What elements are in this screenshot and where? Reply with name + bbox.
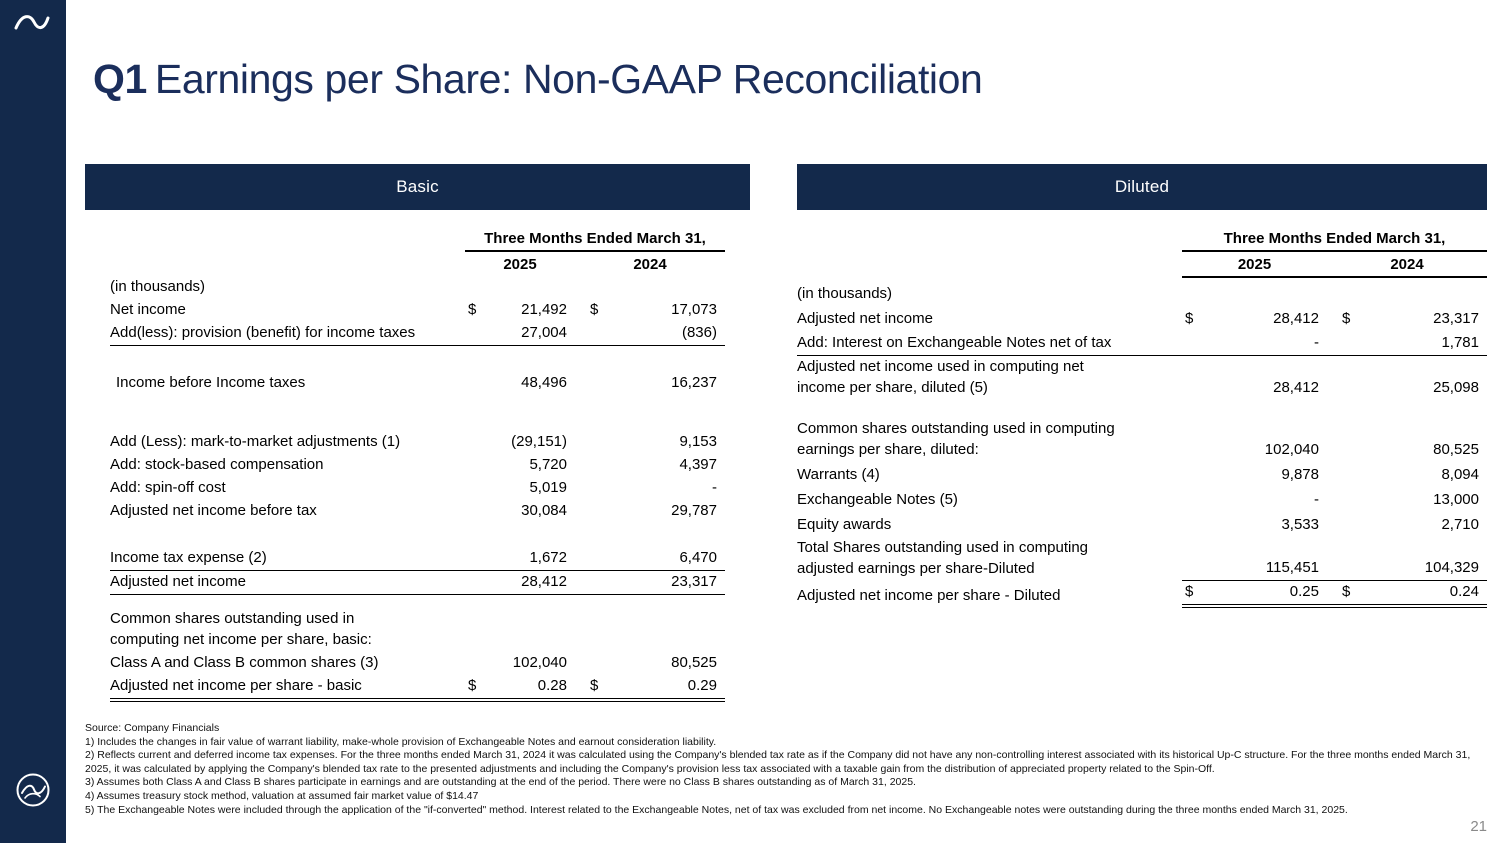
currency-symbol bbox=[1327, 304, 1357, 306]
table-row bbox=[110, 276, 725, 299]
currency-symbol bbox=[1327, 578, 1357, 580]
wave-circle-logo-icon bbox=[15, 772, 51, 808]
value-2024: - bbox=[712, 479, 717, 496]
row-gap bbox=[110, 523, 725, 547]
value-2025: 21,492 bbox=[521, 301, 567, 318]
value-2024: 25,098 bbox=[1433, 379, 1479, 396]
value-2025: 28,412 bbox=[1273, 310, 1319, 327]
value-2025: 1,672 bbox=[529, 549, 567, 566]
table-row bbox=[797, 487, 1487, 512]
year-2024-header: 2024 bbox=[1390, 256, 1424, 273]
value-2025: 102,040 bbox=[1264, 441, 1319, 458]
row-values bbox=[1182, 581, 1487, 608]
value-2025: 27,004 bbox=[521, 324, 567, 341]
row-label: Income tax expense (2) bbox=[110, 549, 267, 566]
period-header: Three Months Ended March 31, bbox=[465, 230, 725, 252]
brand-mark-icon bbox=[13, 9, 51, 35]
currency-symbol bbox=[1182, 485, 1207, 487]
diluted-table bbox=[797, 230, 1487, 608]
currency-symbol: $ bbox=[590, 301, 599, 318]
row-values bbox=[465, 431, 725, 454]
table-row bbox=[797, 331, 1487, 356]
value-2024: 0.24 bbox=[1449, 583, 1479, 600]
table-row bbox=[797, 418, 1487, 462]
row-label: Adjusted net income before tax bbox=[110, 502, 317, 519]
currency-symbol bbox=[1327, 460, 1357, 462]
diluted-table-rows bbox=[797, 278, 1487, 608]
currency-symbol: $ bbox=[1185, 310, 1194, 327]
value-2024: 9,153 bbox=[679, 433, 717, 450]
value-2025: - bbox=[1314, 491, 1319, 508]
currency-symbol bbox=[575, 343, 605, 345]
year-headers bbox=[465, 252, 725, 273]
row-gap bbox=[110, 395, 725, 431]
year-header-row bbox=[110, 252, 725, 273]
value-2024: (836) bbox=[681, 324, 717, 341]
row-label: Adjusted net income per share - Diluted bbox=[797, 587, 1061, 604]
row-label: Equity awards bbox=[797, 516, 892, 533]
year-2024-header: 2024 bbox=[633, 256, 667, 273]
footnote-5: 5) The Exchangeable Notes were included through the application of the "if-converted" method. Interest related to the Exchangeable Notes, net of tax was excluded from net income. No Exchangeable notes were outstanding during the three months ended March 31, 2025. bbox=[85, 803, 1348, 816]
value-2025: 0.28 bbox=[537, 677, 567, 694]
table-row bbox=[110, 547, 725, 571]
currency-symbol bbox=[1182, 304, 1207, 306]
value-2025: 5,019 bbox=[529, 479, 567, 496]
currency-symbol bbox=[1327, 398, 1357, 400]
value-2024: 4,397 bbox=[679, 456, 717, 473]
year-headers bbox=[1182, 252, 1487, 278]
currency-symbol bbox=[1327, 485, 1357, 487]
row-label: Add (Less): mark-to-market adjustments (1) bbox=[110, 433, 401, 450]
row-values bbox=[1182, 377, 1487, 400]
value-2025: 0.25 bbox=[1289, 583, 1319, 600]
currency-symbol bbox=[575, 568, 605, 570]
value-2024: 23,317 bbox=[1433, 310, 1479, 327]
row-values bbox=[1182, 557, 1487, 581]
row-values bbox=[465, 322, 725, 345]
currency-symbol bbox=[465, 521, 490, 523]
value-2024: 6,470 bbox=[679, 549, 717, 566]
row-values bbox=[465, 477, 725, 500]
row-label: Add: stock-based compensation bbox=[110, 456, 324, 473]
title-prefix: Q1 bbox=[93, 56, 147, 102]
currency-symbol: $ bbox=[1342, 310, 1351, 327]
row-values bbox=[1182, 332, 1487, 355]
table-row bbox=[110, 652, 725, 675]
currency-symbol: $ bbox=[1342, 583, 1351, 600]
currency-symbol bbox=[1327, 535, 1357, 537]
title-text: Earnings per Share: Non-GAAP Reconciliation bbox=[154, 56, 983, 102]
page-title bbox=[93, 56, 982, 103]
row-label: Adjusted net income bbox=[110, 573, 246, 590]
table-row bbox=[797, 356, 1487, 400]
basic-section-header bbox=[85, 164, 750, 210]
row-values bbox=[465, 571, 725, 594]
value-2024: 8,094 bbox=[1441, 466, 1479, 483]
table-row bbox=[797, 462, 1487, 487]
value-2024: 0.29 bbox=[687, 677, 717, 694]
currency-symbol bbox=[575, 393, 605, 395]
currency-symbol bbox=[575, 592, 605, 594]
row-values bbox=[465, 372, 725, 395]
table-row bbox=[110, 571, 725, 595]
value-2025: 115,451 bbox=[1265, 559, 1319, 576]
row-label: Common shares outstanding used in computing net income per share, basic: bbox=[110, 610, 372, 648]
value-2025: 48,496 bbox=[521, 374, 567, 391]
basic-section-label: Basic bbox=[396, 177, 439, 196]
basic-table-rows bbox=[110, 273, 725, 702]
value-2024: 1,781 bbox=[1441, 334, 1479, 351]
row-label: (in thousands) bbox=[797, 285, 893, 302]
year-2025-header: 2025 bbox=[503, 256, 537, 273]
currency-symbol bbox=[465, 568, 490, 570]
row-values bbox=[1182, 514, 1487, 537]
row-label: Add: Interest on Exchangeable Notes net of tax bbox=[797, 334, 1112, 351]
row-values bbox=[465, 675, 725, 698]
row-values bbox=[1182, 308, 1487, 331]
year-header-row bbox=[797, 252, 1487, 278]
row-values bbox=[1182, 464, 1487, 487]
value-2025: 5,720 bbox=[529, 456, 567, 473]
footnote-3: 3) Assumes both Class A and Class B shares participate in earnings and are outstanding at the end of the period. There were no Class B shares outstanding as of March 31, 2025. bbox=[85, 776, 916, 789]
table-row bbox=[110, 454, 725, 477]
table-row bbox=[110, 322, 725, 346]
currency-symbol: $ bbox=[1185, 583, 1194, 600]
footnote-source: Source: Company Financials bbox=[85, 722, 220, 734]
value-2025: 28,412 bbox=[521, 573, 567, 590]
table-row bbox=[797, 281, 1487, 306]
row-gap bbox=[797, 400, 1487, 418]
row-values bbox=[465, 547, 725, 570]
footnote-2: 2) Reflects current and deferred income tax expenses. For the three months ended March 31, 2024 it was calculated using the Company's blended tax rate as if the Company did not have any non-controlling interest associated with its historical Up-C structure. For the three months ended March 31, 2025, it was calculated by applying the Company's blended tax rate to the presented adjustments and including the Company's provision less tax associated with a taxable gain from the distribution of appreciated property related to the Spin-Off. bbox=[85, 749, 1471, 775]
value-2025: 28,412 bbox=[1273, 379, 1319, 396]
row-label: Total Shares outstanding used in computing adjusted earnings per share-Diluted bbox=[797, 539, 1089, 577]
row-values bbox=[465, 652, 725, 675]
basic-table bbox=[110, 230, 725, 702]
value-2024: 104,329 bbox=[1424, 559, 1479, 576]
row-label: Warrants (4) bbox=[797, 466, 880, 483]
row-label: Class A and Class B common shares (3) bbox=[110, 654, 379, 671]
currency-symbol: $ bbox=[468, 301, 477, 318]
value-2025: 102,040 bbox=[512, 654, 567, 671]
row-label: (in thousands) bbox=[110, 278, 206, 295]
row-values bbox=[1182, 439, 1487, 462]
value-2025: 9,878 bbox=[1281, 466, 1319, 483]
table-row bbox=[797, 537, 1487, 581]
value-2024: 80,525 bbox=[671, 654, 717, 671]
value-2025: - bbox=[1314, 334, 1319, 351]
value-2025: 30,084 bbox=[521, 502, 567, 519]
period-header: Three Months Ended March 31, bbox=[1182, 230, 1487, 252]
table-row bbox=[110, 608, 725, 652]
row-values bbox=[1182, 304, 1487, 306]
value-2024: 13,000 bbox=[1433, 491, 1479, 508]
currency-symbol bbox=[1182, 398, 1207, 400]
currency-symbol: $ bbox=[590, 677, 599, 694]
page-number: 21 bbox=[1470, 818, 1487, 835]
row-label: Adjusted net income bbox=[797, 310, 933, 327]
diluted-section-label: Diluted bbox=[1114, 177, 1170, 196]
value-2024: 80,525 bbox=[1433, 441, 1479, 458]
row-label: Adjusted net income used in computing net income per share, diluted (5) bbox=[797, 358, 1084, 396]
table-row bbox=[797, 512, 1487, 537]
row-values bbox=[1182, 489, 1487, 512]
currency-symbol bbox=[465, 592, 490, 594]
table-row bbox=[797, 581, 1487, 608]
value-2024: 16,237 bbox=[671, 374, 717, 391]
table-row bbox=[110, 372, 725, 395]
value-2025 bbox=[1207, 304, 1327, 306]
currency-symbol bbox=[1182, 535, 1207, 537]
row-values bbox=[465, 299, 725, 322]
currency-symbol bbox=[1327, 510, 1357, 512]
value-2024: 23,317 bbox=[671, 573, 717, 590]
table-row bbox=[110, 431, 725, 454]
row-label: Adjusted net income per share - basic bbox=[110, 677, 362, 694]
row-label: Exchangeable Notes (5) bbox=[797, 491, 958, 508]
row-gap bbox=[110, 595, 725, 608]
value-2024 bbox=[1357, 304, 1487, 306]
row-label: Common shares outstanding used in computing earnings per share, diluted: bbox=[797, 420, 1115, 458]
table-row bbox=[110, 675, 725, 702]
row-label: Add: spin-off cost bbox=[110, 479, 226, 496]
table-row bbox=[110, 299, 725, 322]
value-2024: 2,710 bbox=[1441, 516, 1479, 533]
value-2025: (29,151) bbox=[511, 433, 567, 450]
footnotes bbox=[85, 722, 1487, 817]
row-gap bbox=[110, 346, 725, 372]
currency-symbol bbox=[1182, 510, 1207, 512]
currency-symbol bbox=[1182, 578, 1207, 580]
value-2024: 29,787 bbox=[671, 502, 717, 519]
currency-symbol: $ bbox=[468, 677, 477, 694]
currency-symbol bbox=[1182, 460, 1207, 462]
currency-symbol bbox=[1182, 353, 1207, 355]
row-label: Add(less): provision (benefit) for income taxes bbox=[110, 324, 416, 341]
value-2024: 17,073 bbox=[671, 301, 717, 318]
row-label: Income before Income taxes bbox=[116, 374, 306, 391]
diluted-section-header bbox=[797, 164, 1487, 210]
table-row bbox=[797, 306, 1487, 331]
currency-symbol bbox=[1327, 353, 1357, 355]
footnote-4: 4) Assumes treasury stock method, valuation at assumed fair market value of $14.47 bbox=[85, 789, 479, 802]
currency-symbol bbox=[575, 521, 605, 523]
footnote-1: 1) Includes the changes in fair value of warrant liability, make-whole provision of Exchangeable Notes and earnout consideration liability. bbox=[85, 735, 717, 748]
currency-symbol bbox=[465, 343, 490, 345]
table-row bbox=[110, 477, 725, 500]
currency-symbol bbox=[465, 393, 490, 395]
sidebar bbox=[0, 0, 66, 843]
year-2025-header: 2025 bbox=[1237, 256, 1272, 273]
value-2025: 3,533 bbox=[1281, 516, 1319, 533]
table-row bbox=[110, 500, 725, 523]
row-label: Net income bbox=[110, 301, 186, 318]
row-values bbox=[465, 454, 725, 477]
row-values bbox=[465, 500, 725, 523]
